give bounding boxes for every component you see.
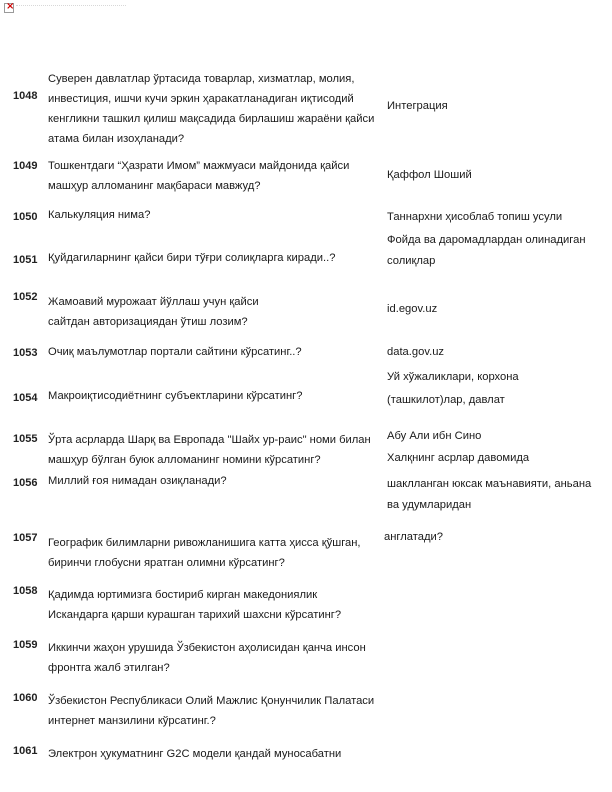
question-line: фронтга жалб этилган? [48, 662, 170, 674]
answer-text: ва удумларидан [387, 499, 472, 511]
question-line: Қадимда юртимизга бостириб кирган македониялик [48, 589, 318, 601]
question-text [48, 69, 378, 149]
row-number: 1054 [13, 392, 38, 404]
question-text [48, 292, 378, 332]
question-text [48, 744, 378, 764]
question-line: Қуйдагиларнинг қайси бири тўғри солиқларга киради..? [48, 252, 336, 264]
question-text [48, 638, 378, 678]
row-number: 1059 [13, 639, 38, 651]
question-line: Ўрта асрларда Шарқ ва Европада "Шайх ур-раис" номи билан [48, 434, 371, 446]
row-number: 1055 [13, 433, 38, 445]
question-line: машҳур алломанинг мақбараси мавжуд? [48, 180, 261, 192]
question-line: атама билан изоҳланади? [48, 133, 185, 145]
answer-text: Қаффол Шоший [387, 169, 472, 181]
answer-text: id.egov.uz [387, 303, 438, 315]
answer-text: Интеграция [387, 100, 448, 112]
question-line: Макроиқтисодиётнинг субъектларини кўрсатинг? [48, 390, 303, 402]
row-number: 1051 [13, 254, 38, 266]
question-text [48, 248, 378, 268]
question-text [48, 430, 378, 470]
row-number: 1060 [13, 692, 38, 704]
question-line: Суверен давлатлар ўртасида товарлар, хизматлар, молия, [48, 73, 355, 85]
answer-text: Уй хўжаликлари, корхона [387, 371, 519, 383]
question-line: Географик билимларни ривожланишига катта ҳисса қўшган, [48, 537, 361, 549]
row-number: 1048 [13, 90, 38, 102]
broken-image-icon: × [6, 1, 15, 12]
answer-text: шаклланган юксак маънавияти, аньана [387, 478, 592, 490]
question-text [48, 205, 378, 225]
header-rule [16, 5, 126, 9]
question-line: кенгликни ташкил қилиш мақсадида бирлашиш жараёни қайси [48, 113, 375, 125]
question-line: Очиқ маълумотлар портали сайтини кўрсатинг..? [48, 346, 302, 358]
row-number: 1050 [13, 211, 38, 223]
row-number: 1057 [13, 532, 38, 544]
question-text [48, 156, 378, 196]
question-line: Жамоавий мурожаат йўллаш учун қайси [48, 296, 259, 308]
answer-text: Халқнинг асрлар давомида [387, 452, 530, 464]
answer-text: Абу Али ибн Сино [387, 430, 482, 442]
question-line: Электрон ҳукуматнинг G2C модели қандай муносабатни [48, 748, 342, 760]
row-number: 1053 [13, 347, 38, 359]
row-number: 1061 [13, 745, 38, 757]
question-text [48, 533, 378, 573]
question-line: Искандарга қарши курашган тарихий шахсни кўрсатинг? [48, 609, 342, 621]
answer-text: солиқлар [387, 255, 436, 267]
question-line: Иккинчи жаҳон урушида Ўзбекистон аҳолисидан қанча инсон [48, 642, 366, 654]
question-text [48, 386, 378, 406]
row-number: 1052 [13, 291, 38, 303]
row-number: 1056 [13, 477, 38, 489]
question-text [48, 691, 378, 731]
question-line: Тошкентдаги “Ҳазрати Имом” мажмуаси майдонида қайси [48, 160, 350, 172]
answer-text: Таннархни ҳисоблаб топиш усули [387, 211, 563, 223]
row-number: 1049 [13, 160, 38, 172]
question-line: машҳур бўлган буюк алломанинг номини кўрсатинг? [48, 454, 321, 466]
question-line: инвестиция, ишчи кучи эркин ҳаракатланадиган иқтисодий [48, 93, 354, 105]
answer-text: англатади? [384, 531, 443, 543]
question-text [48, 471, 378, 491]
question-line: Ўзбекистон Республикаси Олий Мажлис Қонунчилик Палатаси [48, 695, 375, 707]
question-line: Калькуляция нима? [48, 209, 151, 221]
question-text [48, 585, 378, 625]
question-line: биринчи глобусни яратган олимни кўрсатинг? [48, 557, 285, 569]
row-number: 1058 [13, 585, 38, 597]
answer-text: data.gov.uz [387, 346, 445, 358]
answer-text: (ташкилот)лар, давлат [387, 394, 505, 406]
answer-text: Фойда ва даромадлардан олинадиган [387, 234, 586, 246]
question-line: интернет манзилини кўрсатинг.? [48, 715, 216, 727]
question-line: сайтдан авторизациядан ўтиш лозим? [48, 316, 248, 328]
question-line: Миллий ғоя нимадан озиқланади? [48, 475, 227, 487]
question-text [48, 342, 378, 362]
